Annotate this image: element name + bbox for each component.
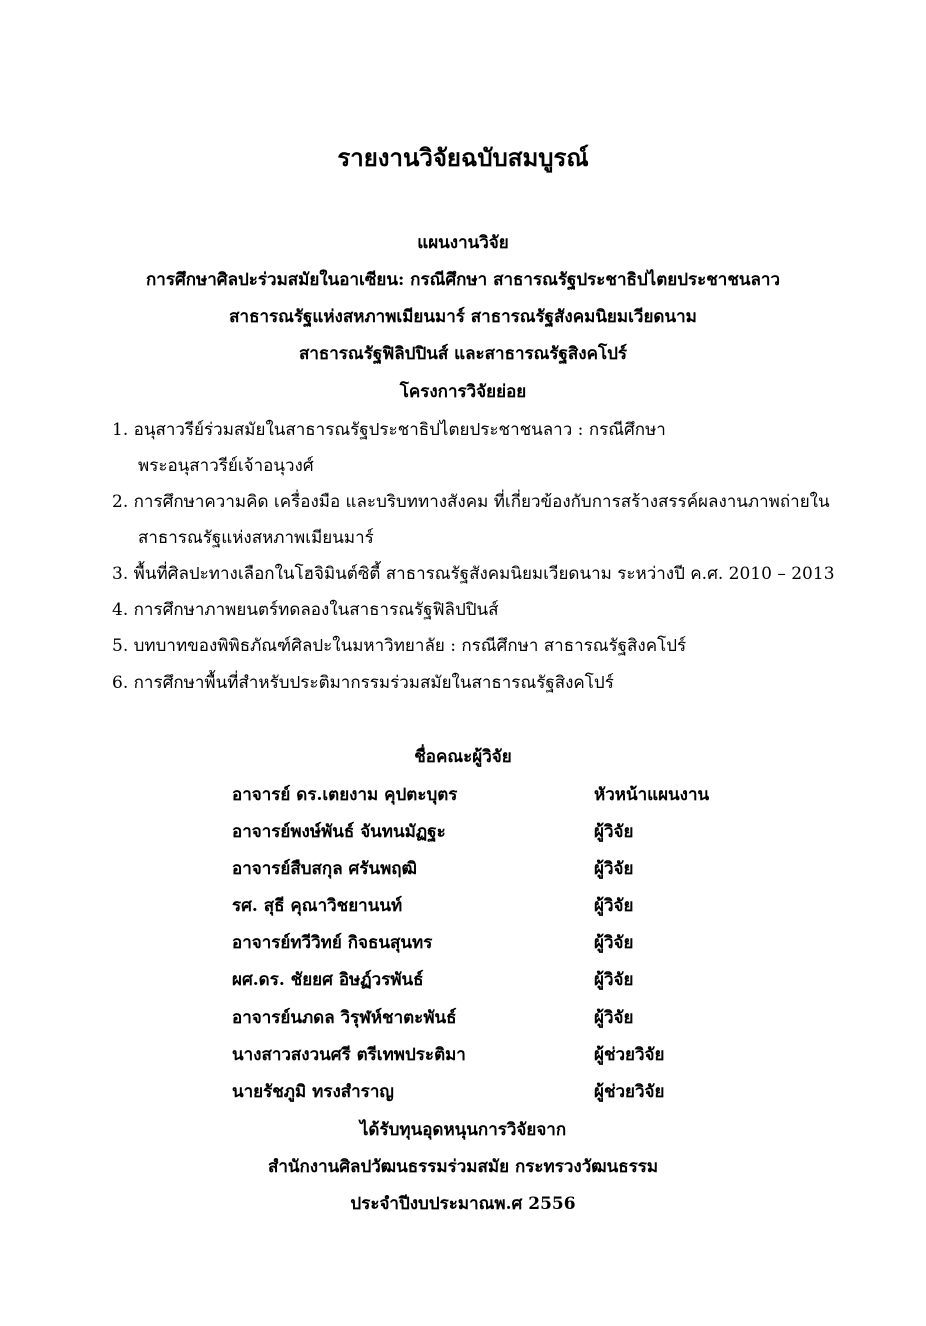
team-member-name: นายรัชภูมิ ทรงสำราญ [232,1082,394,1102]
funding-line-1: ได้รับทุนอุดหนุนการวิจัยจาก [359,1120,567,1140]
team-member-role: ผู้วิจัย [594,896,634,916]
team-member-name: อาจารย์นภดล วิรุฬห์ชาตะพันธ์ [232,1008,457,1028]
team-member-name: อาจารย์ ดร.เตยงาม คุปตะบุตร [232,785,458,805]
team-member-name: อาจารย์พงษ์พันธ์ จันทนมัฏฐะ [232,822,446,842]
subproject-2-line-1: 2. การศึกษาความคิด เครื่องมือ และบริบททางสังคม ที่เกี่ยวข้องกับการสร้างสรรค์ผลงานภาพถ่ายใน [112,492,830,512]
team-member-role: ผู้วิจัย [594,933,634,953]
team-member-name: รศ. สุธี คุณาวิชยานนท์ [232,896,403,916]
plan-title-line-1: การศึกษาศิลปะร่วมสมัยในอาเซียน: กรณีศึกษา สาธารณรัฐประชาธิปไตยประชาชนลาว [145,270,781,290]
team-member-name: อาจารย์ทวีวิทย์ กิจธนสุนทร [232,933,433,953]
team-member-name: ผศ.ดร. ชัยยศ อิษฏ์วรพันธ์ [232,970,424,990]
team-member-name: อาจารย์สืบสกุล ศรันพฤฒิ [232,859,417,879]
plan-title-line-2: สาธารณรัฐแห่งสหภาพเมียนมาร์ สาธารณรัฐสังคมนิยมเวียดนาม [229,307,697,327]
team-member-role: ผู้วิจัย [594,1008,634,1028]
funding-line-2: สำนักงานศิลปวัฒนธรรมร่วมสมัย กระทรวงวัฒนธรรม [267,1157,659,1177]
team-member-name: นางสาวสงวนศรี ตรีเทพประติมา [232,1045,466,1065]
team-member-role: ผู้ช่วยวิจัย [594,1082,665,1102]
team-heading: ชื่อคณะผู้วิจัย [414,747,512,767]
team-member-role: ผู้วิจัย [594,859,634,879]
team-member-role: หัวหน้าแผนงาน [594,785,710,805]
subproject-1-line-2: พระอนุสาวรีย์เจ้าอนุวงศ์ [138,456,314,476]
subproject-4: 4. การศึกษาภาพยนตร์ทดลองในสาธารณรัฐฟิลิปปินส์ [112,600,499,620]
subproject-2-line-2: สาธารณรัฐแห่งสหภาพเมียนมาร์ [138,528,374,548]
subproject-6: 6. การศึกษาพื้นที่สำหรับประติมากรรมร่วมสมัยในสาธารณรัฐสิงคโปร์ [112,673,614,693]
funding-line-3: ประจำปีงบประมาณพ.ศ 2556 [350,1194,576,1214]
subprojects-heading: โครงการวิจัยย่อย [399,382,527,402]
team-member-role: ผู้ช่วยวิจัย [594,1045,665,1065]
team-member-role: ผู้วิจัย [594,822,634,842]
subproject-1-line-1: 1. อนุสาวรีย์ร่วมสมัยในสาธารณรัฐประชาธิปไตยประชาชนลาว : กรณีศึกษา [112,420,666,440]
subproject-5: 5. บทบาทของพิพิธภัณฑ์ศิลปะในมหาวิทยาลัย : กรณีศึกษา สาธารณรัฐสิงคโปร์ [112,636,687,656]
plan-heading: แผนงานวิจัย [417,233,509,253]
team-member-role: ผู้วิจัย [594,970,634,990]
page-title: รายงานวิจัยฉบับสมบูรณ์ [337,143,589,172]
plan-title-line-3: สาธารณรัฐฟิลิปปินส์ และสาธารณรัฐสิงคโปร์ [298,344,628,364]
subproject-3: 3. พื้นที่ศิลปะทางเลือกในโฮจิมินต์ซิตี้ สาธารณรัฐสังคมนิยมเวียดนาม ระหว่างปี ค.ศ. 2010 – 2013 [112,564,835,584]
